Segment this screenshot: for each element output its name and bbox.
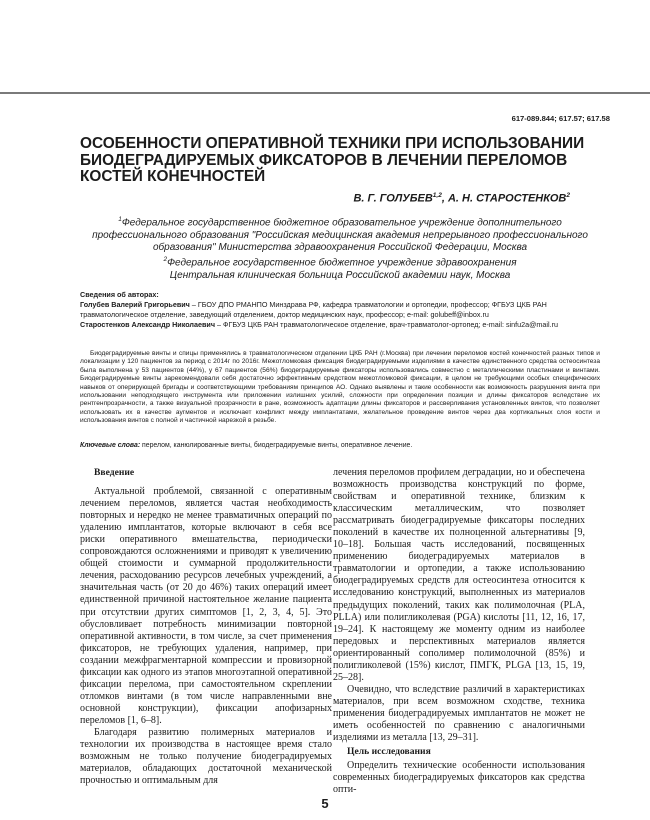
author-info-text: – ГБОУ ДПО РМАНПО Минздрава РФ, кафедра травматологии и ортопедии, профессор; ФГБУЗ ЦКБ РАН травматологическое отделение, заведующий отделением, доктор медицинских наук, профессор; e-mail: golubeff@inbox.ru (80, 299, 547, 319)
author-info-name: Голубев Валерий Григорьевич (80, 299, 190, 309)
section-heading-introduction: Введение (94, 467, 135, 478)
author-info-entry (80, 300, 600, 320)
author-1-affil-mark: 1,2 (432, 192, 442, 199)
udc-code: 617-089.844; 617.57; 617.58 (511, 114, 610, 123)
author-2-affil-mark: 2 (566, 192, 570, 199)
author-info-name: Старостенков Александр Николаевич (80, 319, 215, 329)
affiliation-text: Центральная клиническая больница Российской академии наук, Москва (169, 269, 511, 281)
keywords-text: перелом, канюлированные винты, биодеградируемые винты, оперативное лечение. (140, 442, 413, 449)
body-paragraph: Благодаря развитию полимерных материалов и технологии их производства в настоящее время стало возможным не только получение биодеградируемых материалов, обладающих достаточной механической прочностью и оптимальным для (80, 726, 332, 787)
affiliation-text: Федеральное государственное бюджетное учреждение здравоохранения (167, 257, 517, 269)
author-info-text: – ФГБУЗ ЦКБ РАН травматологическое отделение, врач-травматолог-ортопед; e-mail: sinfu2a@mail.ru (215, 319, 558, 329)
author-2-name: А. Н. СТАРОСТЕНКОВ (447, 192, 567, 205)
author-1-name: В. Г. ГОЛУБЕВ (353, 192, 433, 205)
header-rule (0, 92, 650, 94)
right-column (333, 467, 585, 796)
section-heading-aim: Цель исследования (347, 746, 431, 758)
affiliations (80, 214, 600, 282)
affiliation-1 (80, 214, 600, 254)
body-paragraph: Актуальной проблемой, связанной с оперативным лечением переломов, является частая необходимость повторных и нередко не менее травматичных операций по удалению имплантатов, которые включают в себя все риски оперативного вмешательства, периодически сопровождаются осложнениями и приводят к увеличению общей стоимости и суммарной продолжительности лечения, расходованию ресурсов лечебных учреждений, а значительная часть (от 20 до 46%) таких операций имеет единственной причиной настоятельное желание пациента при отсутствии других симптомов [1, 2, 3, 4, 5]. Это обусловливает потребность минимизации повторной оперативной активности, в том числе, за счет применения фиксаторов, не требующих удаления, например, при создании межфрагментарной компрессии и провизорной фиксации как одного из этапов многоэтапной оперативной фиксации перелома, при самостоятельном скреплении отломков винтами (в том числе направленными вне основной конструкции), фиксации апофизарных переломов [1, 6–8]. (80, 486, 332, 726)
affiliation-mark: 1 (118, 216, 122, 223)
abstract-text: Биодеградируемые винты и спицы применялись в травматологическом отделении ЦКБ РАН (г.Москва) при лечении переломов костей конечностей разных типов и локализации у 120 пациентов за период с 2014г по 2016г. Межотломковая фиксация биодеградируемыми изделиями в качестве единственного средства остеосинтеза была выполнена у 53 пациентов (44%), у 67 пациентов (56%) биодеградируемые фиксаторы использовались совместно с металлическими пластинами и винтами. Биодеградируемые винты зарекомендовали себя достаточно эффективным средством межотломковой фиксации, в целом не требующими особых специфических навыков от оперирующей бригады и соответствующими требованиям принципов АО. Однако выявлены и такие особенности как возможность разрушения винта при использовании неподходящего инструмента или приложении излишних усилий, сложности при определении позиции и длины фиксаторов вследствие их рентгенпрозрачности, а также визуальной прозрачности в ране, возможность адаптации длины фиксаторов и рассверливания установленных винтов, что позволяет использовать их в качестве аугментов и исключает конфликт между имплантатами, желательное проведение винтов через два кортикальных слоя кости и использования винтов с полной и частичной нарезкой в резьбе. (80, 350, 600, 425)
affiliation-text: Федеральное государственное бюджетное образовательное учреждение дополнительного профессионального образования "Российская медицинская академия непрерывного профессионального образования" Министерства здравоохранения Российской Федерации, Москва (92, 217, 588, 253)
left-column (80, 467, 332, 787)
keywords-label: Ключевые слова: (80, 442, 141, 449)
author-info (80, 290, 600, 330)
author-separator: , (441, 192, 448, 205)
affiliation-mark: 2 (163, 256, 168, 264)
article-title: ОСОБЕННОСТИ ОПЕРАТИВНОЙ ТЕХНИКИ ПРИ ИСПОЛЬЗОВАНИИ БИОДЕГРАДИРУЕМЫХ ФИКСАТОРОВ В ЛЕЧЕНИИ ПЕРЕЛОМОВ КОСТЕЙ КОНЕЧНОСТЕЙ (80, 135, 585, 185)
affiliation-2 (80, 254, 600, 270)
body-paragraph: Определить технические особенности использования современных биодеградируемых фиксаторов как средства опти- (333, 760, 585, 796)
keywords (80, 442, 600, 449)
body-paragraph: Очевидно, что вследствие различий в характеристиках материалов, при всем возможном сходстве, техника применения биодеградируемых имплантатов не может не иметь особенностей по сравнению с аналогичными изделиями из металла [13, 29–31]. (333, 683, 585, 744)
abstract (80, 350, 600, 426)
author-info-entry (80, 320, 600, 330)
body-paragraph: лечения переломов профилем деградации, но и обеспечена возможность производства конструкций по форме, свойствам и оперативной технике, близким к классическим металлическим, что позволяет рассматривать биодеградируемые фиксаторы последних поколений в качестве их полноценной альтернативы [9, 10–18]. Большая часть исследований, посвященных применению биодеградируемых материалов в травматологии и ортопедии, а также использованию биодеградируемых средств для остеосинтеза относится к исследованию конструкций, выполненных из материалов предыдущих поколений, таких как полимолочная (PLA, PLLA) или полигликолевая (PGA) кислоты [11, 12, 16, 17, 19–24]. К настоящему же моменту одним из наиболее передовых и перспективных материалов является ориентированный сополимер полимолочной (85%) и полигликолевой (15%) кислот, ПМГК, PLGA [13, 15, 19, 25–28]. (333, 467, 585, 683)
page-number: 5 (321, 796, 329, 811)
affiliation-2-cont (80, 270, 600, 282)
author-info-heading: Сведения об авторах: (80, 290, 159, 299)
authors-line (353, 192, 570, 205)
